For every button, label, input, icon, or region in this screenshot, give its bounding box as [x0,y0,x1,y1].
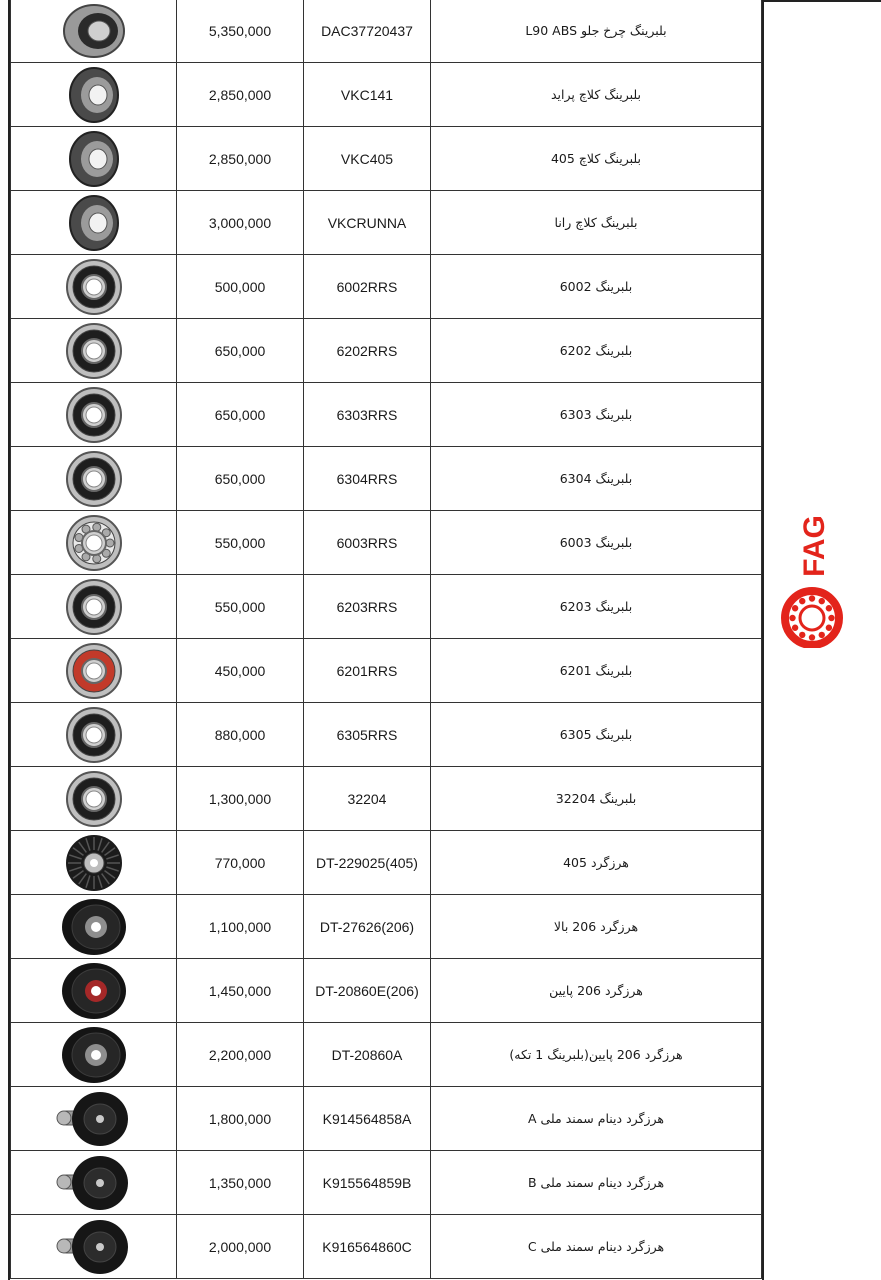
part-code-cell: 6003RRS [304,511,431,575]
product-name-cell [431,703,762,767]
price-cell: 650,000 [177,319,304,383]
part-code-cell: 6305RRS [304,703,431,767]
product-image-cell [11,63,177,127]
product-name: هرزگرد 206 پایین [549,983,643,998]
fag-logo-ball [792,625,798,631]
price-cell: 2,850,000 [177,127,304,191]
table-row [11,63,762,127]
price-table-body [11,0,762,1279]
price-cell: 2,000,000 [177,1215,304,1279]
product-name: هرزگرد دینام سمند ملی C [527,1239,665,1254]
part-code-cell: VKCRUNNA [304,191,431,255]
price-cell: 1,300,000 [177,767,304,831]
product-image-cell [11,191,177,255]
product-image-cell [11,127,177,191]
wheel-hub-bearing-icon [54,1,134,61]
table-row [11,1087,762,1151]
table-row [11,639,762,703]
product-name: هرزگرد دینام سمند ملی B [527,1175,665,1190]
table-row [11,0,762,63]
idler-pulley-icon [54,1025,134,1085]
product-image-cell [11,319,177,383]
part-code-cell: VKC141 [304,63,431,127]
price-cell: 650,000 [177,383,304,447]
taper-bearing-icon [54,769,134,829]
product-image-cell [11,511,177,575]
price-cell: 3,000,000 [177,191,304,255]
ball-bearing-icon [54,449,134,509]
table-row [11,191,762,255]
fag-logo-ball [828,615,834,621]
table-row [11,319,762,383]
fag-logo-ball [809,595,815,601]
price-cell: 1,100,000 [177,895,304,959]
part-code-cell: K914564858A [304,1087,431,1151]
product-name: بلبرینگ 6304 [559,471,633,486]
price-cell: 450,000 [177,639,304,703]
table-row [11,383,762,447]
fag-logo-text: FAG [798,515,831,577]
product-name: بلبرینگ کلاچ 405 [550,151,641,166]
product-name: بلبرینگ 6003 [559,535,633,550]
product-name-cell [431,1215,762,1279]
table-row [11,447,762,511]
product-image-cell [11,575,177,639]
product-name-cell [431,255,762,319]
product-image-cell [11,959,177,1023]
idler-pulley-red-icon [54,961,134,1021]
product-image-cell [11,255,177,319]
price-cell: 2,200,000 [177,1023,304,1087]
part-code-cell: 6201RRS [304,639,431,703]
product-name-cell [431,319,762,383]
product-image-cell [11,0,177,63]
product-name: هرزگرد دینام سمند ملی A [527,1111,665,1126]
ribbed-pulley-icon [54,833,134,893]
product-name: بلبرینگ کلاچ پراید [550,87,642,102]
part-code-cell: 6202RRS [304,319,431,383]
red-seal-bearing-icon [54,641,134,701]
part-code-cell: 32204 [304,767,431,831]
table-row [11,575,762,639]
product-name: هرزگرد 206 بالا [553,919,639,934]
product-name-cell [431,127,762,191]
product-image-cell [11,703,177,767]
product-name-cell [431,383,762,447]
top-rule [762,0,881,2]
price-cell: 1,350,000 [177,1151,304,1215]
product-name: بلبرینگ 6201 [559,663,633,678]
ball-bearing-icon [54,257,134,317]
product-name: بلبرینگ 32204 [555,791,637,806]
product-name: هرزگرد 405 [563,855,629,870]
product-name-cell [431,831,762,895]
fag-logo [776,508,848,648]
fag-logo-ball [819,632,825,638]
fag-logo-mark [785,591,839,645]
price-cell: 550,000 [177,575,304,639]
product-name-cell [431,511,762,575]
fag-logo-ball [819,598,825,604]
table-row [11,1215,762,1279]
price-cell: 650,000 [177,447,304,511]
product-name: هرزگرد 206 پایین(بلبرینگ 1 تکه) [509,1047,683,1062]
product-image-cell [11,1215,177,1279]
idler-pulley-icon [54,897,134,957]
product-image-cell [11,767,177,831]
part-code-cell: K915564859B [304,1151,431,1215]
ball-bearing-icon [54,321,134,381]
part-code-cell: DT-20860E(206) [304,959,431,1023]
product-name: بلبرینگ کلاچ رانا [554,215,638,230]
product-name-cell [431,191,762,255]
product-image-cell [11,831,177,895]
product-image-cell [11,447,177,511]
product-image-cell [11,895,177,959]
clutch-release-bearing-icon [54,65,134,125]
part-code-cell: DAC37720437 [304,0,431,63]
fag-logo-ball [799,632,805,638]
part-code-cell: DT-229025(405) [304,831,431,895]
product-name: بلبرینگ 6303 [559,407,633,422]
product-name: بلبرینگ 6305 [559,727,633,742]
price-cell: 2,850,000 [177,63,304,127]
product-name-cell [431,767,762,831]
fag-logo-ball [826,625,832,631]
part-code-cell: 6203RRS [304,575,431,639]
product-name-cell [431,0,762,63]
product-name-cell [431,63,762,127]
product-name-cell [431,1151,762,1215]
price-sheet [8,0,764,1280]
fag-logo-ball [792,605,798,611]
fag-logo-ball [809,634,815,640]
table-row [11,831,762,895]
price-cell: 770,000 [177,831,304,895]
table-row [11,1151,762,1215]
part-code-cell: DT-27626(206) [304,895,431,959]
product-name-cell [431,447,762,511]
fag-logo-ball [799,598,805,604]
product-name-cell [431,959,762,1023]
table-row [11,511,762,575]
price-cell: 880,000 [177,703,304,767]
product-name-cell [431,575,762,639]
product-image-cell [11,639,177,703]
part-code-cell: 6303RRS [304,383,431,447]
product-image-cell [11,1023,177,1087]
fag-logo-ball [789,615,795,621]
ball-bearing-icon [54,705,134,765]
price-cell: 500,000 [177,255,304,319]
table-row [11,703,762,767]
fag-logo-ball [826,605,832,611]
product-name: بلبرینگ چرخ جلو L90 ABS [525,23,667,38]
table-row [11,895,762,959]
tensioner-pulley-icon [54,1153,134,1213]
clutch-release-bearing-icon [54,193,134,253]
product-name-cell [431,1087,762,1151]
product-name-cell [431,895,762,959]
table-row [11,127,762,191]
price-cell: 550,000 [177,511,304,575]
product-name: بلبرینگ 6002 [559,279,633,294]
part-code-cell: VKC405 [304,127,431,191]
product-image-cell [11,1087,177,1151]
product-name: بلبرینگ 6202 [559,343,633,358]
ball-bearing-icon [54,577,134,637]
clutch-release-bearing-icon [54,129,134,189]
price-cell: 5,350,000 [177,0,304,63]
table-row [11,959,762,1023]
product-name: بلبرینگ 6203 [559,599,633,614]
table-row [11,1023,762,1087]
price-cell: 1,800,000 [177,1087,304,1151]
table-row [11,767,762,831]
price-cell: 1,450,000 [177,959,304,1023]
product-image-cell [11,383,177,447]
part-code-cell: K916564860C [304,1215,431,1279]
product-image-cell [11,1151,177,1215]
product-name-cell [431,1023,762,1087]
part-code-cell: DT-20860A [304,1023,431,1087]
tensioner-pulley-icon [54,1217,134,1277]
table-row [11,255,762,319]
tensioner-pulley-icon [54,1089,134,1149]
part-code-cell: 6002RRS [304,255,431,319]
product-name-cell [431,639,762,703]
price-table [10,0,762,1279]
open-ball-bearing-icon [54,513,134,573]
ball-bearing-icon [54,385,134,445]
part-code-cell: 6304RRS [304,447,431,511]
